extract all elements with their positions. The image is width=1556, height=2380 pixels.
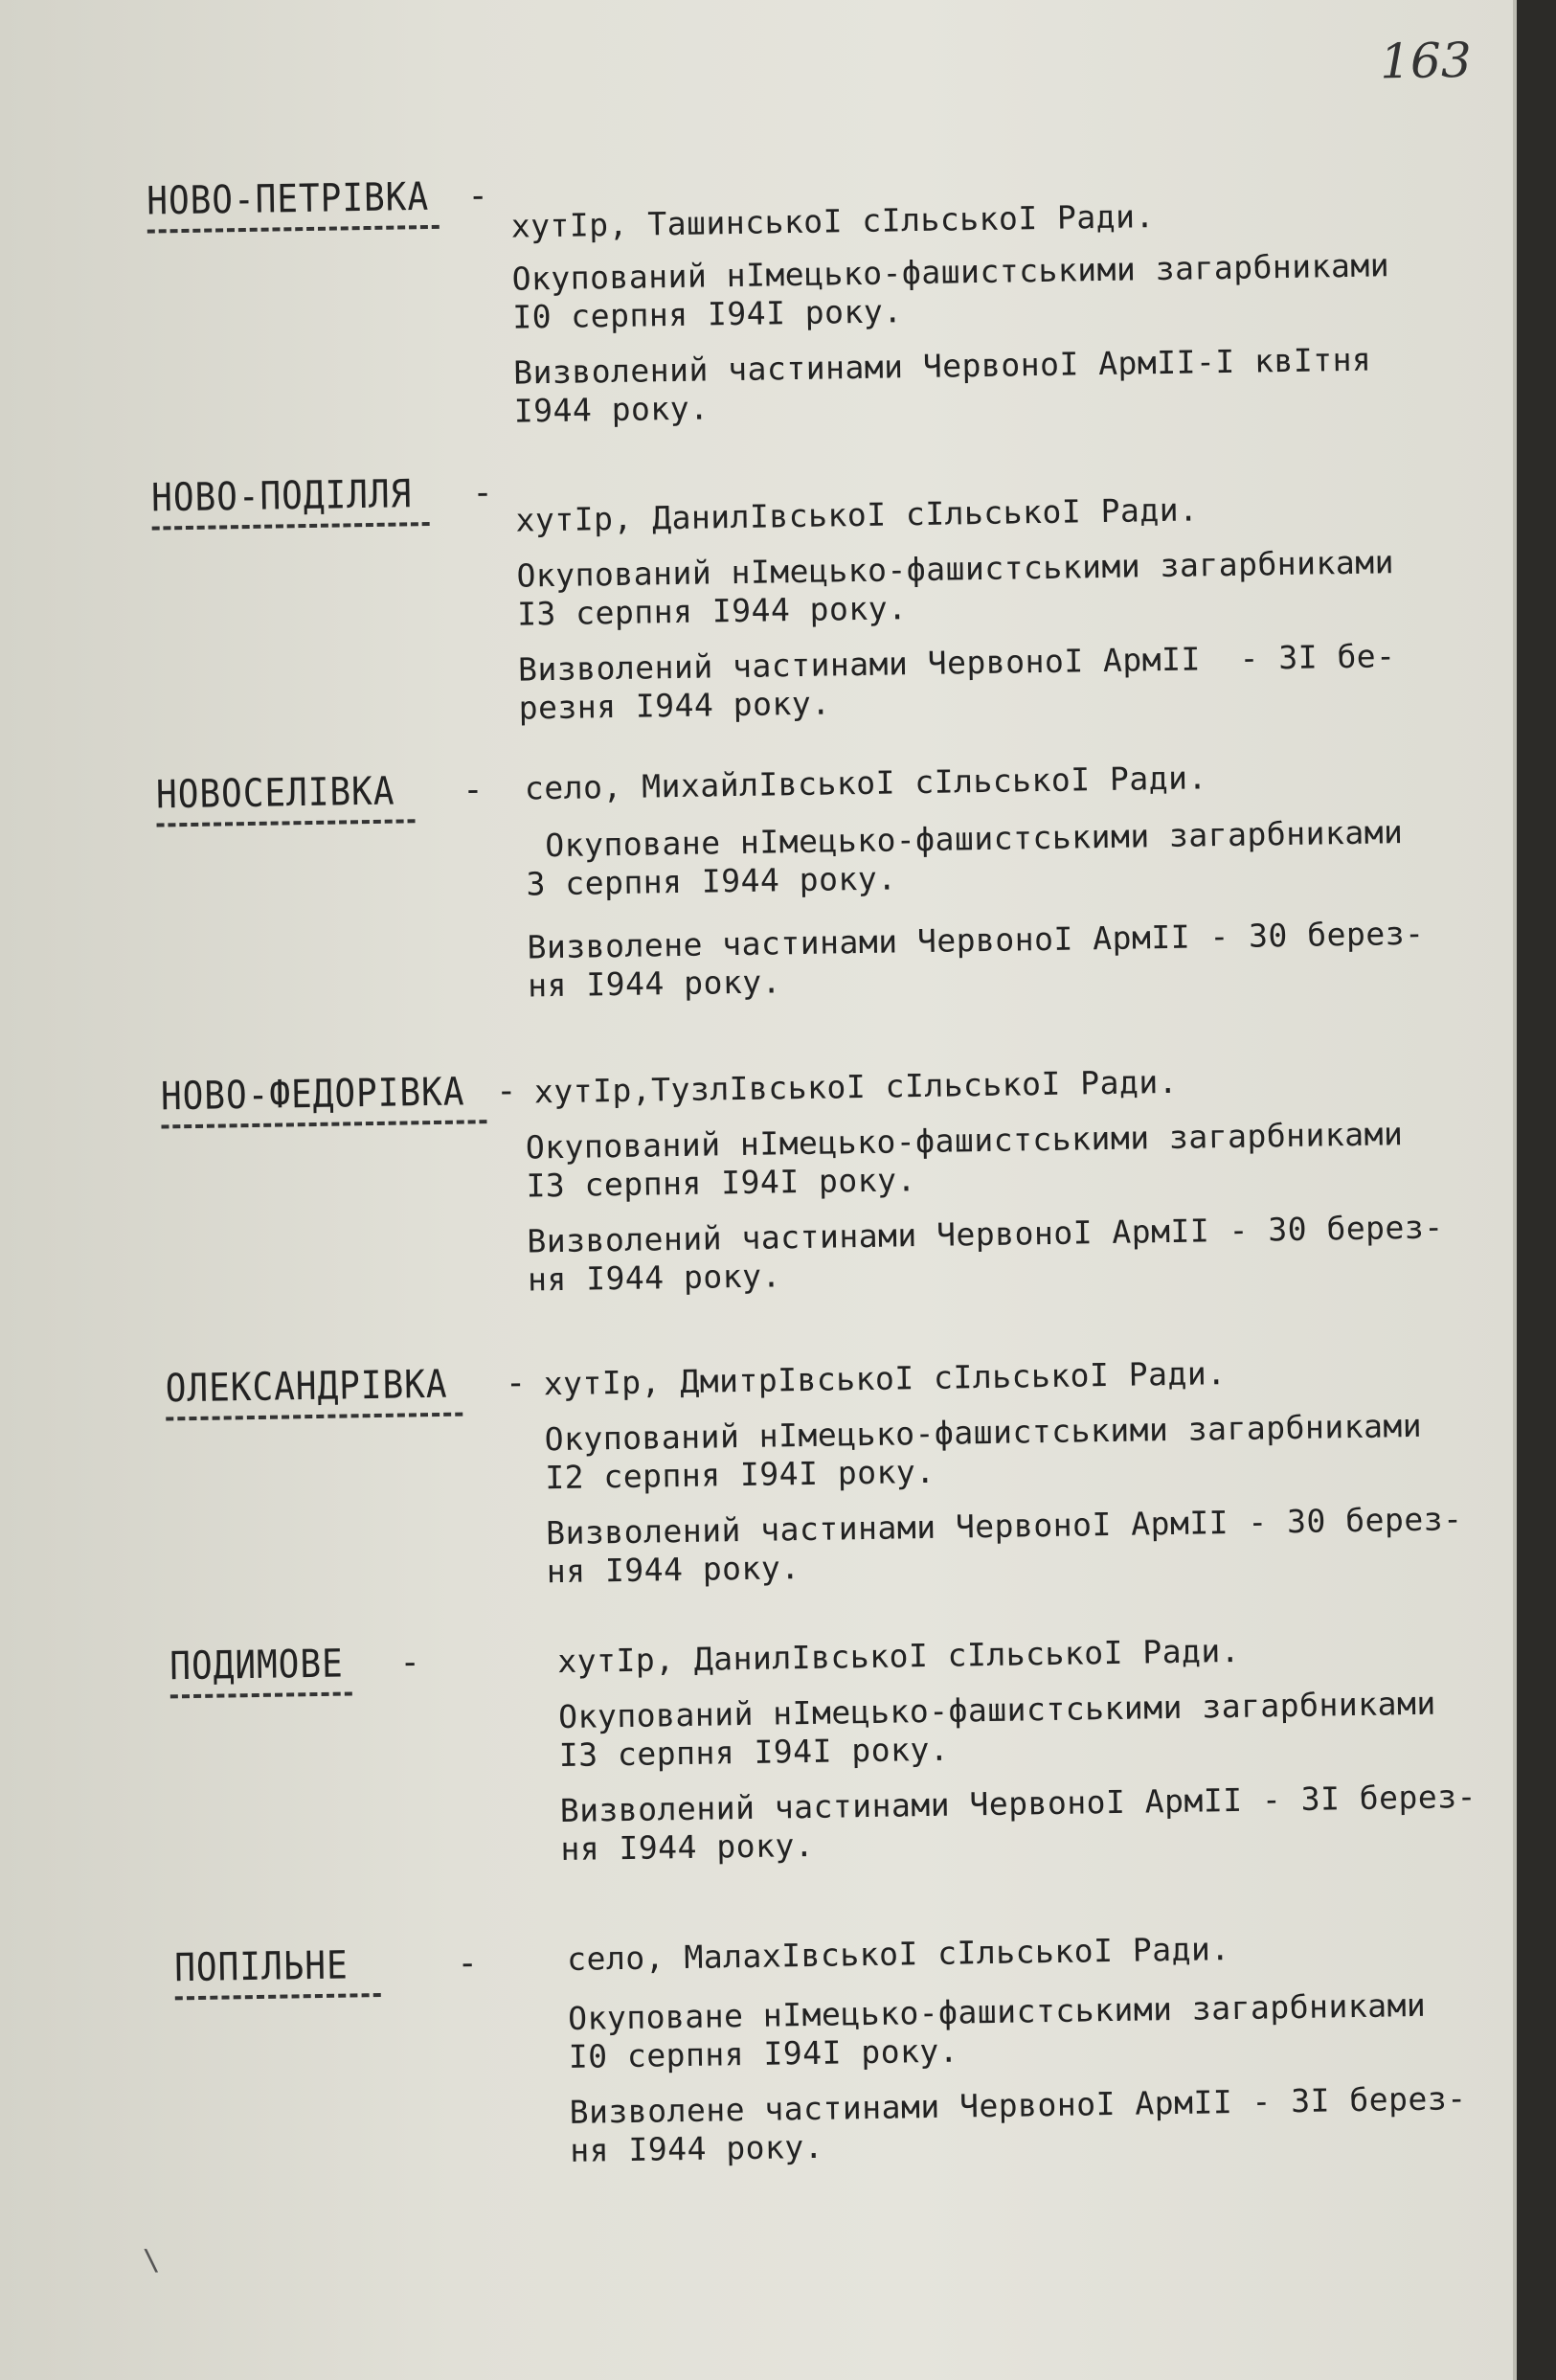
liberated-line-2: I944 року.	[513, 389, 710, 430]
page-number: 163	[1379, 32, 1473, 90]
entry-type-line: хутІр, ТашинськоІ сІльськоІ Ради.	[510, 197, 1156, 245]
occupied-line-1: Окуповане нІмецько-фашистськими загарбниками	[567, 1985, 1427, 2037]
name-underline	[152, 522, 430, 531]
occupied-line-1: Окуповане нІмецько-фашистськими загарбниками	[525, 813, 1404, 865]
entry-dash: -	[495, 1071, 517, 1112]
entry-type-line: хутІр, ДанилІвськоІ сІльськоІ Ради.	[515, 490, 1199, 539]
entry-name: НОВО-ПЕТРІВКА	[146, 174, 430, 224]
name-underline	[166, 1413, 462, 1421]
occupied-line-2: I3 серпня I944 року.	[516, 589, 908, 633]
entry-type-line: село, МалахІвськоІ сІльськоІ Ради.	[566, 1930, 1230, 1978]
liberated-line-1: Визволений частинами ЧервоноІ АрмІІ - 3І берез-	[559, 1778, 1477, 1830]
occupied-line-1: Окупований нІмецько-фашистськими загарбниками	[525, 1115, 1404, 1167]
name-underline	[175, 1993, 381, 2000]
entry-dash: -	[456, 1943, 479, 1983]
entry-dash: -	[398, 1643, 421, 1683]
liberated-line-1: Визволений частинами ЧервоноІ АрмІІ-І квІтня	[512, 340, 1372, 392]
occupied-line-2: I0 серпня I94I року.	[568, 2031, 959, 2075]
occupied-line-2: I0 серпня I94I року.	[511, 292, 903, 336]
entry-name: НОВОСЕЛІВКА	[155, 769, 395, 818]
occupied-line-1: Окупований нІмецько-фашистськими загарбниками	[516, 543, 1395, 595]
entry-name: ОЛЕКСАНДРІВКА	[165, 1362, 448, 1412]
occupied-line-1: Окупований нІмецько-фашистськими загарбниками	[544, 1406, 1423, 1459]
liberated-line-1: Визволений частинами ЧервоноІ АрмІІ - 30 берез-	[527, 1208, 1444, 1260]
entry-type-line: хутІр, ДмитрІвськоІ сІльськоІ Ради.	[543, 1354, 1227, 1403]
name-underline	[147, 225, 440, 234]
entry-novo-petrivka	[3, 158, 1521, 469]
entry-oleksandrivka	[21, 1346, 1539, 1657]
entry-name: ПОДИМОВЕ	[169, 1642, 345, 1689]
entry-popilne	[31, 1925, 1548, 2236]
liberated-line-2: ня I944 року.	[527, 1257, 782, 1299]
entry-novoselivka	[12, 752, 1530, 1063]
name-underline	[170, 1691, 352, 1698]
entry-name: НОВО-ФЕДОРІВКА	[160, 1070, 465, 1120]
liberated-line-2: ня I944 року.	[560, 1825, 815, 1869]
entry-name: НОВО-ПОДІЛЛЯ	[150, 472, 413, 521]
stray-pencil-mark: \	[142, 2243, 161, 2278]
entry-dash: -	[505, 1363, 527, 1403]
entry-novo-podillia	[8, 455, 1525, 766]
occupied-line-2: I2 серпня I94I року.	[544, 1452, 936, 1497]
liberated-line-1: Визволений частинами ЧервоноІ АрмІІ - 30 берез-	[545, 1500, 1463, 1553]
entry-type-line: село, МихайлІвськоІ сІльськоІ Ради.	[524, 759, 1208, 807]
liberated-line-2: ня I944 року.	[546, 1549, 801, 1591]
entry-name: ПОПІЛЬНЕ	[173, 1943, 350, 1991]
occupied-line-1: Окупований нІмецько-фашистськими загарбниками	[511, 246, 1390, 298]
liberated-line-2: резня I944 року.	[518, 684, 831, 727]
entry-type-line: хутІр,ТузлІвськоІ сІльськоІ Ради.	[533, 1062, 1179, 1111]
entry-dash: -	[462, 770, 485, 810]
occupied-line-2: I3 серпня I94I року.	[526, 1161, 917, 1205]
occupied-line-2: 3 серпня I944 року.	[526, 859, 897, 903]
entry-dash: -	[466, 176, 489, 216]
liberated-line-1: Визволене частинами ЧервоноІ АрмІІ - 3І берез-	[569, 2079, 1467, 2131]
entry-novo-fedorivka	[17, 1054, 1535, 1365]
entry-podymove	[26, 1623, 1544, 1935]
liberated-line-2: ня I944 року.	[570, 2127, 824, 2169]
name-underline	[157, 819, 416, 827]
liberated-line-2: ня I944 року.	[527, 963, 782, 1005]
occupied-line-2: I3 серпня I94I року.	[558, 1730, 950, 1775]
entry-dash: -	[471, 472, 494, 513]
name-underline	[161, 1120, 486, 1128]
liberated-line-1: Визволений частинами ЧервоноІ АрмІІ - 3І бе-	[517, 637, 1396, 689]
occupied-line-1: Окупований нІмецько-фашистськими загарбниками	[557, 1684, 1436, 1736]
liberated-line-1: Визволене частинами ЧервоноІ АрмІІ - 30 берез-	[527, 914, 1425, 966]
entry-type-line: хутІр, ДанилІвськоІ сІльськоІ Ради.	[557, 1631, 1241, 1681]
